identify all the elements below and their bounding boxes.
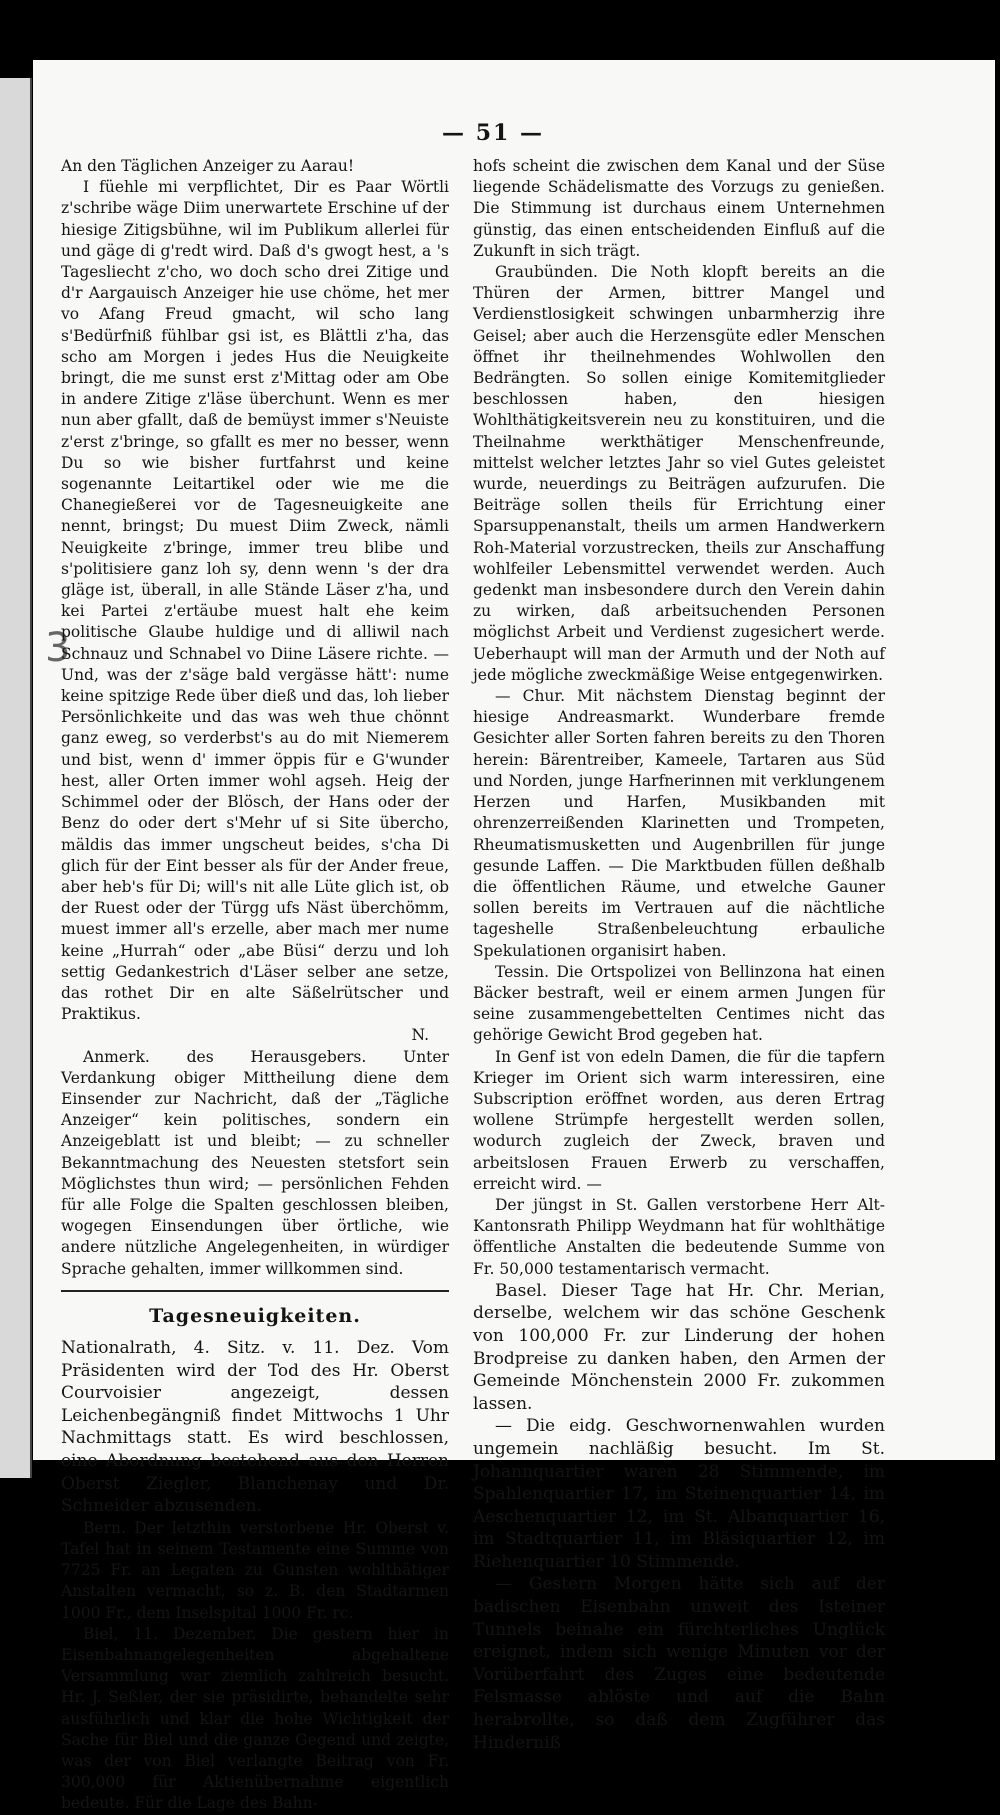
article-bern: Bern. Der letzthin verstorbene Hr. Oberst v. Tafel hat in seinem Testamente eine Summe von 7725 Fr. an Legaten zu Gunsten wohlthätiger Anstalten vermacht, so z. B. den Stadtarmen 1000 Fr., dem Inselspital 1000 Fr. rc. bbox=[61, 1518, 449, 1622]
section-divider bbox=[61, 1290, 449, 1292]
article-graubuenden: Graubünden. Die Noth klopft bereits an die Thüren der Armen, bittrer Mangel und Verdienstlosigkeit schwingen unbarmherzig ihre Geisel; aber auch die Herzensgüte edler Menschen öffnet ihr theilnehmendes Wohlwollen den Bedrängten. So sollen einige Komitemitglieder beschlossen haben, den hiesigen Wohlthätigkeitsverein neu zu konstituiren, und die Theilnahme werkthätiger Menschenfreunde, mittelst welcher letztes Jahr so viel Gutes geleistet wurde, neuerdings zu Beiträgen aufzurufen. Die Beiträge sollen theils für Errichtung einer Sparsuppenanstalt, theils um armen Handwerkern Roh-Material vorzustrecken, theils zur Anschaffung wohlfeiler Lebensmittel verwendet werden. Auch gedenkt man insbesondere durch den Verein dahin zu wirken, daß arbeitsuchenden Personen möglichst Arbeit und Verdienst zugesichert werde. Ueberhaupt will man der Armuth und der Noth auf jede mögliche zweckmäßige Weise entgegenwirken. bbox=[473, 263, 885, 684]
article-genf: In Genf ist von edeln Damen, die für die tapfern Krieger im Orient sich warm interessiren, eine Subscription eröffnet worden, aus deren Ertrag wollene Strümpfe hergestellt werden sollen, wodurch zugleich der Zweck, braven und arbeitslosen Frauen Erwerb zu verschaffen, erreicht wird. — bbox=[473, 1047, 885, 1193]
letter-body: I füehle mi verpflichtet, Dir es Paar Wörtli z'schribe wäge Diim unerwartete Erschine uf der hiesige Zitigsbühne, wil im Publikum allerlei für und gäge di g'redt wird. Daß d's gwogt hest, a 's Tagesliecht z'cho, wo doch scho drei Zitige und d'r Aargauisch Anzeiger hie use chöme, het mer vo Afang Freud gmacht, wil scho lang s'Bedürfniß fühlbar gsi ist, es Blättli z'ha, das scho am Morgen i jedes Hus die Neuigkeite bringt, die me sunst erst z'Mittag oder am Obe in andere Zitige z'läse überchunt. Wenn es mer nun aber gfallt, daß de bemüyst immer s'Neuiste z'erst z'bringe, so gfallt es mer no besser, wenn Du so wie bisher furtfahrst und keine sogenannte Leitartikel oder wie me die Chanegießerei vor de Tagesneuigkeite ane nennt, bringst; Du muest Diim Zweck, nämli Neuigkeite z'bringe, immer treu blibe und s'politisiere ganz loh sy, denn wenn 's der dra gläge ist, überall, in alle Stände Läser z'ha, und kei Partei z'ertäube muest halt ehe keim politische Glaube huldige und di alliwil nach Schnauz und Schnabel vo Diine Läsere richte. — Und, was der z'säge bald vergässe hätt': nume keine spitzige Rede über dieß und das, loh lieber Persönlichkeite und das was weh thue chönnt ganz eweg, so verderbst's au do mit Niemerem und bist, wenn d' immer öppis für e G'wunder hest, aller Orten immer wohl agseh. Heig der Schimmel oder der Blösch, der Hans oder der Benz do oder dert s'Mehr uf si Site übercho, mäldis das immer ungscheut beides, s'cha Di glich für der Eint besser als für der Ander freue, aber heb's für Di; will's nit alle Lüte glich ist, ob der Ruest oder der Türgg ufs Näst überchömm, muest immer all's erzelle, aber mach mer nume keine „Hurrah“ oder „abe Büsi“ derzu und loh settig Gedankestrich d'Läser selber ane setze, das rothet Dir en alte Säßelrütscher und Praktikus. bbox=[61, 178, 449, 1024]
previous-page-edge bbox=[0, 78, 32, 1478]
letter-salutation: An den Täglichen Anzeiger zu Aarau! bbox=[61, 157, 355, 175]
letter-signature: N. bbox=[411, 1026, 429, 1045]
margin-pencil-mark: 3 bbox=[45, 625, 71, 671]
article-biel: Biel, 11. Dezember. Die gestern hier in Eisenbahnangelegenheiten abgehaltene Versammlung war ziemlich zahlreich besucht. Hr. J. Seßler, der sie präsidirte, behandelte sehr ausführlich und klar die hohe Wichtigkeit der Sache für Biel und die ganze Gegend und zeigte, was der von Biel verlangte Beitrag von Fr. 300,000 für Aktienübernahme eigentlich bedeute. Für die Lage des Bahn- bbox=[61, 1624, 449, 1813]
article-tessin: Tessin. Die Ortspolizei von Bellinzona hat einen Bäcker bestraft, weil er einem armen Jungen für seine zusammengebettelten Centimes nicht das gehörige Gewicht Brod gegeben hat. bbox=[473, 962, 885, 1045]
article-basel: Basel. Dieser Tage hat Hr. Chr. Merian, derselbe, welchem wir das schöne Geschenk von 100,000 Fr. zur Linderung der hohen Brodpreise zu danken haben, den Armen der Gemeinde Mönchenstein 2000 Fr. zukommen lassen. bbox=[473, 1280, 885, 1414]
page-number: — 51 — bbox=[442, 120, 544, 146]
newspaper-page bbox=[33, 60, 995, 1813]
right-column bbox=[473, 156, 885, 1754]
editor-note: Anmerk. des Herausgebers. Unter Verdankung obiger Mittheilung diene dem Einsender zur Nachricht, daß der „Tägliche Anzeiger“ kein politisches, sondern ein Anzeigeblatt ist und bleibt; — zu schneller Bekanntmachung des Neuesten stetsfort sein Möglichstes thun wird; — persönlichen Fehden für alle Folge die Spalten geschlossen bleiben, wogegen Einsendungen über örtliche, wie andere nützliche Angelegenheiten, in würdiger Sprache gehalten, immer willkommen sind. bbox=[61, 1047, 449, 1278]
article-eisenbahn: — Gestern Morgen hätte sich auf der badischen Eisenbahn unweit des Isteiner Tunnels beinahe ein fürchterliches Unglück ereignet, indem sich wenige Minuten vor der Vorüberfahrt des Zuges eine bedeutende Felsmasse ablöste und auf die Bahn herabrollte, so daß dem Zugführer das Hinderniß bbox=[473, 1574, 885, 1753]
left-column bbox=[61, 156, 449, 1815]
article-wahlen: — Die eidg. Geschwornenwahlen wurden ungemein nachläßig besucht. Im St. Johannquartier waren 28 Stimmende, im Spahlenquartier 17, im Steinenquartier 14, im Aeschenquartier 12, im St. Albanquartier 16, im Stadtquartier 11, im Bläsiquartier 12, im Riehenquartier 10 Stimmende. bbox=[473, 1416, 885, 1572]
article-biel-continued: hofs scheint die zwischen dem Kanal und der Süse liegende Schädelismatte des Vorzugs zu genießen. Die Stimmung ist durchaus einem Unternehmen günstig, das einen entscheidenden Einfluß auf die Zukunft in sich trägt. bbox=[473, 157, 885, 260]
article-stgallen: Der jüngst in St. Gallen verstorbene Herr Alt-Kantonsrath Philipp Weydmann hat für wohlthätige öffentliche Anstalten die bedeutende Summe von Fr. 50,000 testamentarisch vermacht. bbox=[473, 1195, 885, 1278]
article-chur: — Chur. Mit nächstem Dienstag beginnt der hiesige Andreasmarkt. Wunderbare fremde Gesichter aller Sorten fahren bereits zu den Thoren herein: Bärentreiber, Kameele, Tartaren aus Süd und Norden, junge Harfnerinnen mit verklungenem Herzen und Harfen, Musikbanden mit ohrenzerreißenden Klarinetten und Trompeten, Rheumatismusketten und Augenbrillen für junge gesunde Laffen. — Die Marktbuden füllen deßhalb die öffentlichen Räume, und etwelche Gauner sollen bereits im Vertrauen auf die nächtliche tageshelle Straßenbeleuchtung erbauliche Spekulationen organisirt haben. bbox=[473, 687, 885, 960]
section-title: Tagesneuigkeiten. bbox=[149, 1304, 361, 1327]
article-nationalrath: Nationalrath, 4. Sitz. v. 11. Dez. Vom Präsidenten wird der Tod des Hr. Oberst Courvoisier angezeigt, dessen Leichenbegängniß findet Mittwochs 1 Uhr Nachmittags statt. Es wird beschlossen, eine Abordnung bestehend aus den Herren Oberst Ziegler, Blanchenay und Dr. Schneider abzusenden. bbox=[61, 1337, 449, 1517]
